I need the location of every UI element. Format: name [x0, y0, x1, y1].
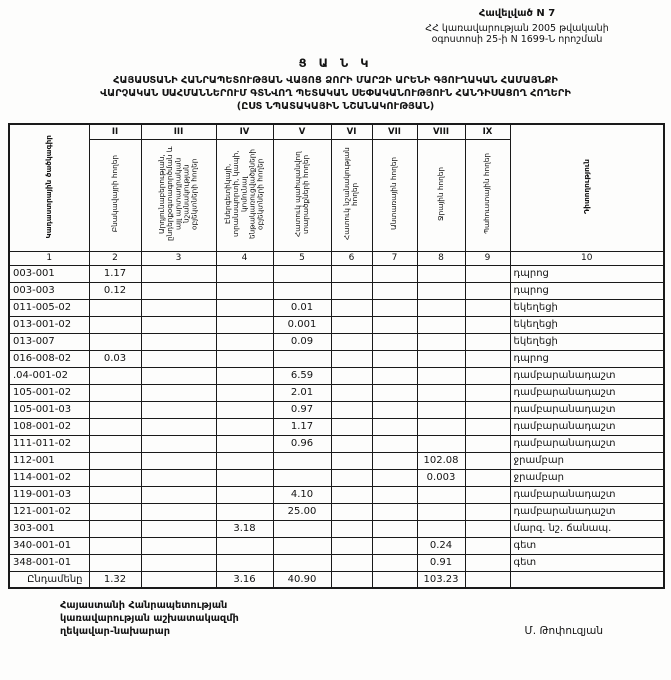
- cell-value: [331, 316, 372, 333]
- cell-value: [417, 316, 465, 333]
- table-row: [9, 299, 664, 316]
- column-number: 10: [510, 251, 664, 265]
- cell-value: [89, 469, 141, 486]
- cell-value: 25.00: [273, 503, 331, 520]
- cell-value: 40.90: [273, 571, 331, 588]
- cell-value: [89, 452, 141, 469]
- column-number: 4: [216, 251, 273, 265]
- cell-value: [465, 316, 510, 333]
- cell-value: [372, 537, 417, 554]
- cell-value: [465, 571, 510, 588]
- cell-value: [331, 418, 372, 435]
- title-line-3: (ԸՍՏ ՆՊԱՏԱԿԱՅԻՆ ՆՇԱՆԱԿՈՒԹՅԱՆ): [236, 101, 435, 113]
- cell-value: [331, 350, 372, 367]
- cell-code: 119-001-03: [9, 486, 89, 503]
- cell-value: [372, 282, 417, 299]
- cell-value: [372, 503, 417, 520]
- cell-value: 0.96: [273, 435, 331, 452]
- cell-remark: գետ: [510, 537, 664, 554]
- column-header-infrastructure: Էներգետիկայի, տրանսպորտի, կապի, կոմունալ ենթակառուցվածքների օբյեկտների հողեր: [216, 139, 273, 251]
- cell-value: [331, 435, 372, 452]
- cell-value: [216, 299, 273, 316]
- table-row: [9, 367, 664, 384]
- cell-value: [216, 367, 273, 384]
- table-row: [9, 333, 664, 350]
- cell-value: [372, 486, 417, 503]
- cell-value: [417, 350, 465, 367]
- cell-value: [417, 384, 465, 401]
- cell-value: [465, 367, 510, 384]
- signature-name: Մ. Թոփուզյան: [524, 624, 603, 637]
- cell-value: [465, 537, 510, 554]
- cell-value: [331, 401, 372, 418]
- cell-remark: դամբարանադաշտ: [510, 401, 664, 418]
- cell-value: [331, 265, 372, 282]
- cell-value: [89, 299, 141, 316]
- remark-header: [510, 124, 664, 251]
- cell-value: 0.001: [273, 316, 331, 333]
- cell-value: [141, 452, 216, 469]
- document-title: Ց Ա Ն Կ: [298, 56, 373, 71]
- cell-value: [216, 503, 273, 520]
- cell-remark: դամբարանադաշտ: [510, 367, 664, 384]
- cell-remark: [510, 571, 664, 588]
- cell-value: [372, 401, 417, 418]
- roman-numeral: IV: [216, 124, 273, 139]
- cell-value: [216, 333, 273, 350]
- table-row: [9, 435, 664, 452]
- cell-value: [372, 350, 417, 367]
- cell-value: [273, 350, 331, 367]
- roman-numeral: IX: [465, 124, 510, 139]
- cell-value: [216, 265, 273, 282]
- column-number: 3: [141, 251, 216, 265]
- table-row: [9, 418, 664, 435]
- cell-value: [331, 299, 372, 316]
- cadastral-code-header-text: Կադաստրային ծածկագիր: [44, 134, 54, 238]
- cell-value: [331, 520, 372, 537]
- cell-value: [465, 520, 510, 537]
- cell-value: [465, 418, 510, 435]
- cell-value: [273, 282, 331, 299]
- cell-value: [216, 469, 273, 486]
- table-row: [9, 316, 664, 333]
- cell-value: 1.17: [273, 418, 331, 435]
- roman-numeral: III: [141, 124, 216, 139]
- title-block: [8, 56, 663, 114]
- cell-value: [372, 265, 417, 282]
- cell-value: [372, 571, 417, 588]
- cell-value: [331, 537, 372, 554]
- cell-value: [331, 469, 372, 486]
- cell-remark: եկեղեցի: [510, 316, 664, 333]
- cell-value: [216, 537, 273, 554]
- column-number-row: [9, 251, 664, 265]
- table-row: [9, 503, 664, 520]
- table-row: [9, 486, 664, 503]
- cell-value: [89, 316, 141, 333]
- cell-value: [465, 401, 510, 418]
- signatory-line-1: Հայաստանի Հանրապետության: [60, 600, 228, 612]
- cell-value: [141, 367, 216, 384]
- cell-value: [417, 503, 465, 520]
- cell-value: [141, 469, 216, 486]
- footer-block: [60, 599, 603, 639]
- cell-value: [216, 316, 273, 333]
- signatory-title-block: [60, 599, 239, 639]
- cell-code: 303-001: [9, 520, 89, 537]
- cell-value: [465, 452, 510, 469]
- cell-value: [417, 299, 465, 316]
- cell-code: 348-001-01: [9, 554, 89, 571]
- column-number: 9: [465, 251, 510, 265]
- cell-value: 2.01: [273, 384, 331, 401]
- roman-numeral: VI: [331, 124, 372, 139]
- cell-remark: դպրոց: [510, 282, 664, 299]
- cell-value: 4.10: [273, 486, 331, 503]
- cell-code: .04-001-02: [9, 367, 89, 384]
- cell-value: 6.59: [273, 367, 331, 384]
- cell-code: 108-001-02: [9, 418, 89, 435]
- column-number: 5: [273, 251, 331, 265]
- cell-value: 0.003: [417, 469, 465, 486]
- table-row: [9, 384, 664, 401]
- cell-remark: դամբարանադաշտ: [510, 435, 664, 452]
- cell-value: [465, 265, 510, 282]
- cell-value: [89, 367, 141, 384]
- cell-value: [465, 469, 510, 486]
- cell-value: [372, 299, 417, 316]
- signatory-line-2: կառավարության աշխատակազմի: [60, 613, 239, 625]
- cell-code: 011-005-02: [9, 299, 89, 316]
- cell-value: [141, 265, 216, 282]
- cell-value: [417, 520, 465, 537]
- decree-line-2: օգոստոսի 25-ի N 1699-Ն որոշման: [431, 34, 603, 46]
- cell-value: [216, 282, 273, 299]
- cell-remark: դամբարանադաշտ: [510, 486, 664, 503]
- cell-value: [417, 265, 465, 282]
- cell-value: 0.24: [417, 537, 465, 554]
- title-line-2: ՎԱՐՉԱԿԱՆ ՍԱՀՄԱՆՆԵՐՈՒՄ ԳՏՆՎՈՂ ՊԵՏԱԿԱՆ ՍԵՓԱԿԱՆՈՒԹՅՈՒՆ ՀԱՆԴԻՍԱՑՈՂ ՀՈՂԵՐԻ: [100, 88, 571, 100]
- cell-value: [417, 333, 465, 350]
- cell-value: [89, 554, 141, 571]
- cadastral-code-header: [9, 124, 89, 251]
- cell-value: [465, 554, 510, 571]
- column-header-protected: Հատուկ պահպանվող տարածքների հողեր: [273, 139, 331, 251]
- cell-value: [465, 350, 510, 367]
- cell-value: [141, 316, 216, 333]
- roman-numeral: V: [273, 124, 331, 139]
- roman-numeral-row: [9, 124, 664, 139]
- cell-code: 013-001-02: [9, 316, 89, 333]
- cell-value: [465, 486, 510, 503]
- cell-code: 003-003: [9, 282, 89, 299]
- cell-value: [216, 435, 273, 452]
- cell-value: 0.97: [273, 401, 331, 418]
- cell-value: 0.09: [273, 333, 331, 350]
- cell-remark: մարզ. նշ. ճանապ.: [510, 520, 664, 537]
- cell-remark: դամբարանադաշտ: [510, 384, 664, 401]
- cell-value: 0.01: [273, 299, 331, 316]
- table-row: [9, 469, 664, 486]
- cell-value: [465, 384, 510, 401]
- cell-value: [141, 435, 216, 452]
- cell-value: 3.18: [216, 520, 273, 537]
- cell-value: [89, 401, 141, 418]
- column-number: 8: [417, 251, 465, 265]
- cell-code: 340-001-01: [9, 537, 89, 554]
- title-line-1: ՀԱՅԱՍՏԱՆԻ ՀԱՆՐԱՊԵՏՈՒԹՅԱՆ ՎԱՅՈՑ ՁՈՐԻ ՄԱՐԶԻ ԱՐԵՆԻ ԳՅՈՒՂԱԿԱՆ ՀԱՄԱՅՆՔԻ: [113, 75, 558, 87]
- cell-remark: դպրոց: [510, 350, 664, 367]
- cell-code: 112-001: [9, 452, 89, 469]
- roman-numeral: VIII: [417, 124, 465, 139]
- cell-value: [141, 350, 216, 367]
- table-row: [9, 554, 664, 571]
- cell-value: 3.16: [216, 571, 273, 588]
- column-header-forest: Անտառային հողեր: [372, 139, 417, 251]
- land-table: [8, 123, 665, 589]
- table-row: [9, 282, 664, 299]
- cell-value: [89, 418, 141, 435]
- cell-value: [89, 486, 141, 503]
- cell-value: [417, 367, 465, 384]
- table-row: [9, 350, 664, 367]
- column-header-special: Հատուկ նշանակության հողեր: [331, 139, 372, 251]
- cell-value: [141, 333, 216, 350]
- cell-value: [331, 367, 372, 384]
- column-header-industrial: Արդյունաբերության, ընդերքօգտագործման և այլ արտադրական նշանակության օբյեկտների հողեր: [141, 139, 216, 251]
- cell-remark: գետ: [510, 554, 664, 571]
- cell-value: [465, 503, 510, 520]
- cell-code: 013-007: [9, 333, 89, 350]
- column-header-residential: Բնակավայրի հողեր: [89, 139, 141, 251]
- cell-value: 103.23: [417, 571, 465, 588]
- table-row: [9, 520, 664, 537]
- cell-code: 111-011-02: [9, 435, 89, 452]
- cell-remark: եկեղեցի: [510, 299, 664, 316]
- cell-value: [141, 299, 216, 316]
- cell-value: [273, 520, 331, 537]
- roman-numeral: II: [89, 124, 141, 139]
- cell-value: [372, 520, 417, 537]
- cell-value: [216, 486, 273, 503]
- cell-value: [141, 554, 216, 571]
- cell-value: [89, 520, 141, 537]
- cell-value: [417, 401, 465, 418]
- cell-value: [141, 486, 216, 503]
- cell-remark: ջրամբար: [510, 452, 664, 469]
- cell-value: [216, 350, 273, 367]
- appendix-number: Հավելված N 7: [478, 8, 556, 19]
- cell-value: [141, 384, 216, 401]
- decree-line-1: ՀՀ կառավարության 2005 թվականի: [425, 22, 609, 34]
- cell-code: 114-001-02: [9, 469, 89, 486]
- cell-value: [331, 486, 372, 503]
- cell-value: [372, 367, 417, 384]
- column-number: 6: [331, 251, 372, 265]
- cell-code: 105-001-03: [9, 401, 89, 418]
- cell-value: [273, 554, 331, 571]
- cell-value: 1.17: [89, 265, 141, 282]
- signatory-line-3: ղեկավար-նախարար: [60, 626, 171, 638]
- cell-value: [372, 452, 417, 469]
- cell-value: [465, 299, 510, 316]
- appendix-block: [387, 8, 647, 46]
- table-row: [9, 265, 664, 282]
- cell-value: [273, 537, 331, 554]
- cell-value: [141, 503, 216, 520]
- cell-value: 0.03: [89, 350, 141, 367]
- cell-value: [216, 452, 273, 469]
- cell-value: [372, 316, 417, 333]
- cell-value: [417, 486, 465, 503]
- cell-value: [331, 503, 372, 520]
- cell-value: [465, 435, 510, 452]
- cell-value: [89, 503, 141, 520]
- column-header-water: Ջրային հողեր: [417, 139, 465, 251]
- cell-value: [216, 401, 273, 418]
- cell-value: [273, 452, 331, 469]
- cell-code: Ընդամենը: [9, 571, 89, 588]
- cell-value: [331, 554, 372, 571]
- cell-value: [372, 384, 417, 401]
- cell-value: [465, 333, 510, 350]
- cell-value: [89, 333, 141, 350]
- cell-value: [331, 571, 372, 588]
- cell-value: [417, 282, 465, 299]
- cell-value: [141, 418, 216, 435]
- table-row: [9, 452, 664, 469]
- cell-remark: ջրամբար: [510, 469, 664, 486]
- cell-value: [273, 469, 331, 486]
- total-row: [9, 571, 664, 588]
- cell-value: [216, 554, 273, 571]
- cell-remark: դամբարանադաշտ: [510, 418, 664, 435]
- cell-value: [417, 418, 465, 435]
- cell-value: 0.12: [89, 282, 141, 299]
- cell-value: [89, 435, 141, 452]
- cell-code: 016-008-02: [9, 350, 89, 367]
- cell-value: [372, 554, 417, 571]
- cell-value: 102.08: [417, 452, 465, 469]
- cell-value: [141, 520, 216, 537]
- column-number: 7: [372, 251, 417, 265]
- cell-value: [141, 537, 216, 554]
- cell-value: [465, 282, 510, 299]
- cell-value: [372, 435, 417, 452]
- column-header-reserve: Պահուստային հողեր: [465, 139, 510, 251]
- cell-code: 003-001: [9, 265, 89, 282]
- table-body: [9, 265, 664, 588]
- cell-value: [141, 282, 216, 299]
- roman-numeral: VII: [372, 124, 417, 139]
- cell-value: 0.91: [417, 554, 465, 571]
- cell-value: [141, 571, 216, 588]
- cell-remark: եկեղեցի: [510, 333, 664, 350]
- cell-value: [331, 333, 372, 350]
- cell-remark: դամբարանադաշտ: [510, 503, 664, 520]
- cell-remark: դպրոց: [510, 265, 664, 282]
- column-number: 1: [9, 251, 89, 265]
- cell-value: [89, 537, 141, 554]
- cell-value: [331, 452, 372, 469]
- cell-value: [331, 384, 372, 401]
- cell-value: [372, 418, 417, 435]
- cell-code: 105-001-02: [9, 384, 89, 401]
- cell-value: [89, 384, 141, 401]
- cell-value: [417, 435, 465, 452]
- table-row: [9, 537, 664, 554]
- cell-value: [331, 282, 372, 299]
- cell-value: [372, 333, 417, 350]
- cell-value: [141, 401, 216, 418]
- cell-value: [216, 418, 273, 435]
- cell-value: [372, 469, 417, 486]
- cell-value: [273, 265, 331, 282]
- cell-code: 121-001-02: [9, 503, 89, 520]
- cell-value: 1.32: [89, 571, 141, 588]
- table-row: [9, 401, 664, 418]
- remark-header-text: Դիտողություն: [581, 158, 591, 214]
- column-number: 2: [89, 251, 141, 265]
- cell-value: [216, 384, 273, 401]
